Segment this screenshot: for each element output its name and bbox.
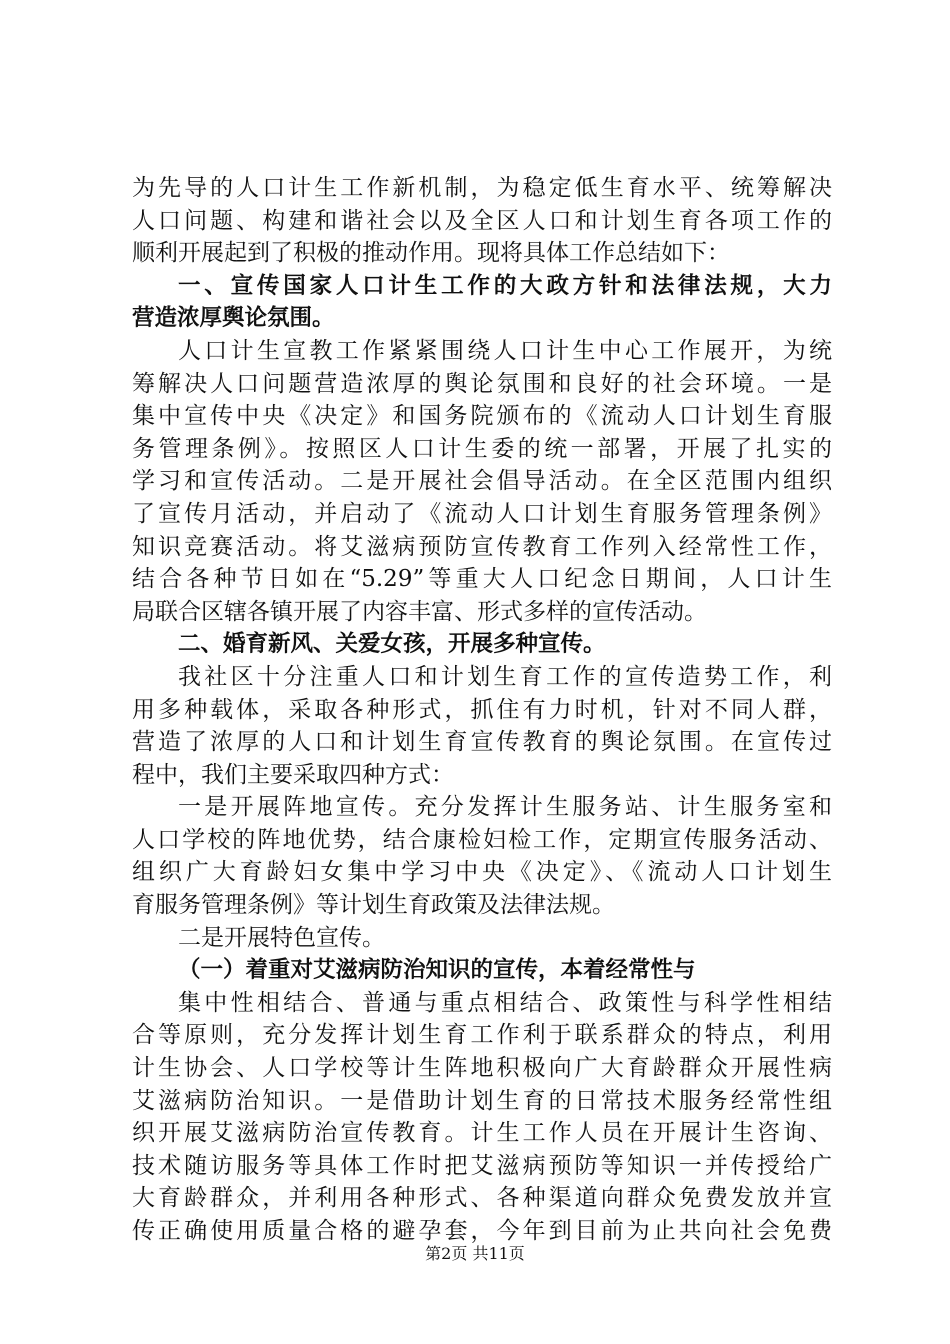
text-line: 集中宣传中央《决定》和国务院颁布的《流动人口计划生育服 <box>132 403 832 430</box>
section-heading-1: 一、宣传国家人口计生工作的大政方针和法律法规，大力 <box>178 272 832 299</box>
text-line: 局联合区辖各镇开展了内容丰富、形式多样的宣传活动。 <box>132 598 707 625</box>
text-line: 学习和宣传活动。二是开展社会倡导活动。在全区范围内组织 <box>132 468 832 495</box>
text-line: 人口问题、构建和谐社会以及全区人口和计划生育各项工作的 <box>132 207 832 234</box>
text-line: 集中性相结合、普通与重点相结合、政策性与科学性相结 <box>178 989 832 1016</box>
text-line: 一是开展阵地宣传。充分发挥计生服务站、计生服务室和 <box>178 794 832 821</box>
document-body <box>132 172 832 1248</box>
text-line: 营造了浓厚的人口和计划生育宣传教育的舆论氛围。在宣传过 <box>132 729 832 756</box>
text-line: 织开展艾滋病防治宣传教育。计生工作人员在开展计生咨询、 <box>132 1120 832 1147</box>
text-line: 组织广大育龄妇女集中学习中央《决定》、《流动人口计划生 <box>132 859 832 886</box>
text-line: 二是开展特色宣传。 <box>178 924 385 951</box>
section-heading-1-cont: 营造浓厚舆论氛围。 <box>132 305 335 332</box>
text-line: 我社区十分注重人口和计划生育工作的宣传造势工作，利 <box>178 663 832 690</box>
text-line: 了宣传月活动，并启动了《流动人口计划生育服务管理条例》 <box>132 500 832 527</box>
text-line: 人口学校的阵地优势，结合康检妇检工作，定期宣传服务活动、 <box>132 826 832 853</box>
text-line: 传正确使用质量合格的避孕套，今年到目前为止共向社会免费 <box>132 1218 832 1244</box>
text-line: 技术随访服务等具体工作时把艾滋病预防等知识一并传授给广 <box>132 1152 832 1179</box>
text-line: 大育龄群众，并利用各种形式、各种渠道向群众免费发放并宣 <box>132 1185 832 1212</box>
text-line: 合等原则，充分发挥计划生育工作利于联系群众的特点，利用 <box>132 1022 832 1049</box>
text-line: 知识竞赛活动。将艾滋病预防宣传教育工作列入经常性工作， <box>132 533 832 560</box>
text-line: 务管理条例》。按照区人口计生委的统一部署，开展了扎实的 <box>132 435 832 462</box>
text-line: 计生协会、人口学校等计生阵地积极向广大育龄群众开展性病 <box>132 1055 832 1082</box>
section-heading-2: 二、婚育新风、关爱女孩，开展多种宣传。 <box>178 631 606 658</box>
page-number-footer: 第2页 共11页 <box>425 1244 525 1263</box>
text-line: 育服务管理条例》等计划生育政策及法律法规。 <box>132 892 615 919</box>
text-line: 结合各种节日如在“5.29”等重大人口纪念日期间，人口计生 <box>132 566 832 593</box>
text-line: 筹解决人口问题营造浓厚的舆论氛围和良好的社会环境。一是 <box>132 370 832 397</box>
text-line: 为先导的人口计生工作新机制，为稳定低生育水平、统筹解决 <box>132 175 832 201</box>
text-line: 艾滋病防治知识。一是借助计划生育的日常技术服务经常性组 <box>132 1087 832 1114</box>
subsection-heading: （一）着重对艾滋病防治知识的宣传，本着经常性与 <box>178 957 696 984</box>
text-line: 用多种载体，采取各种形式，抓住有力时机，针对不同人群， <box>132 696 832 723</box>
text-line: 人口计生宣教工作紧紧围绕人口计生中心工作展开，为统 <box>178 337 832 364</box>
text-line: 程中，我们主要采取四种方式： <box>132 761 454 788</box>
text-line: 顺利开展起到了积极的推动作用。现将具体工作总结如下： <box>132 240 730 267</box>
